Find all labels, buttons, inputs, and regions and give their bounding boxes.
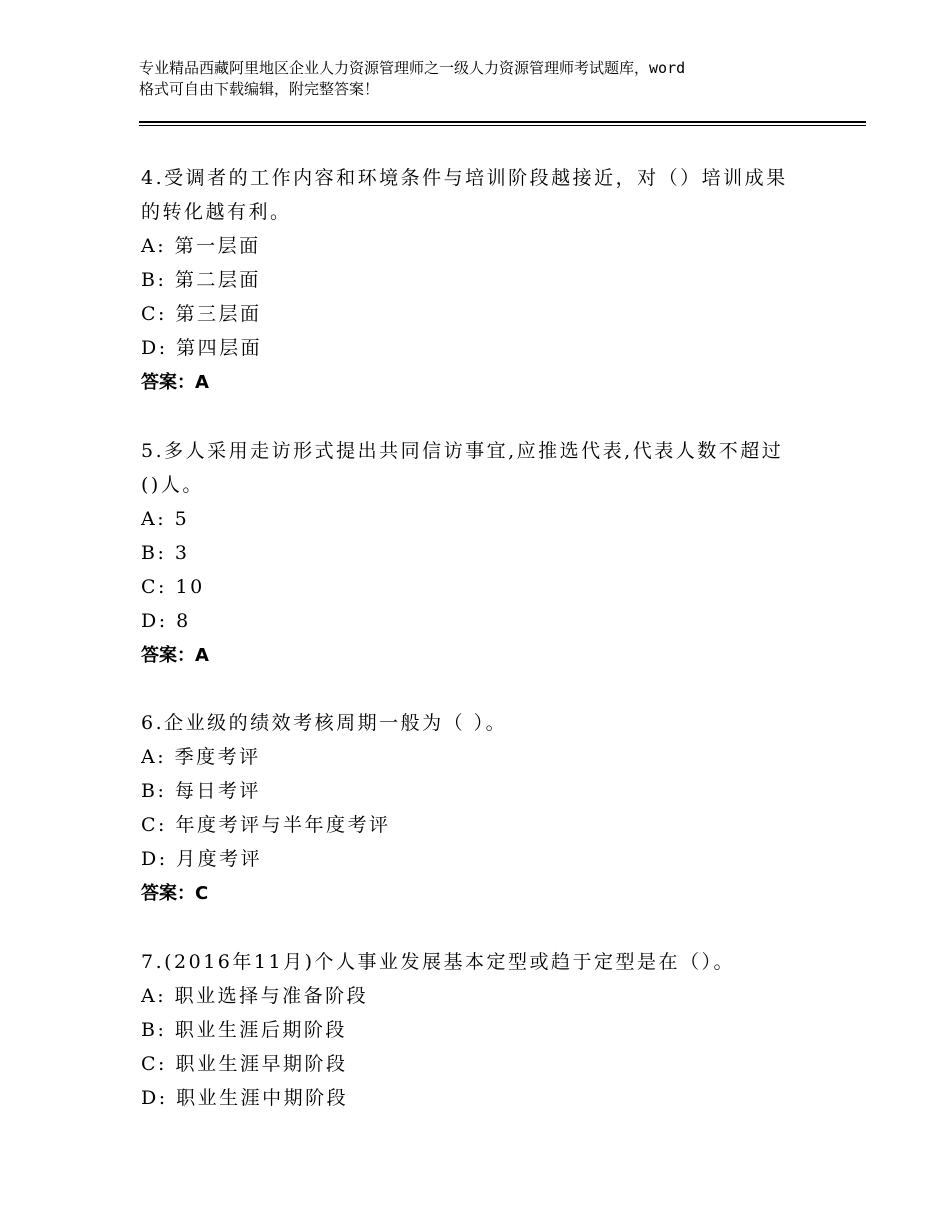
question-5-answer: 答案：A — [141, 645, 209, 666]
question-6-option-d: D: 月度考评 — [141, 848, 263, 870]
question-7-option-c: C: 职业生涯早期阶段 — [141, 1053, 348, 1075]
question-6-stem: 6.企业级的绩效考核周期一般为（ ）。 — [141, 712, 508, 734]
question-7-option-d: D: 职业生涯中期阶段 — [141, 1087, 349, 1109]
document-header — [139, 58, 829, 100]
question-7-stem: 7.(2016年11月)个人事业发展基本定型或趋于定型是在（）。 — [141, 951, 735, 973]
question-6-answer: 答案：C — [141, 883, 209, 904]
question-5-option-b: B: 3 — [141, 542, 190, 564]
header-divider-thin — [139, 125, 866, 126]
question-5-option-d: D: 8 — [141, 610, 191, 632]
question-4-answer: 答案：A — [141, 372, 209, 393]
question-6-option-c: C: 年度考评与半年度考评 — [141, 814, 391, 836]
question-5-stem-line-1: 5.多人采用走访形式提出共同信访事宜,应推选代表,代表人数不超过 — [141, 440, 784, 462]
question-6-option-a: A: 季度考评 — [141, 746, 261, 768]
header-line-1: 专业精品西藏阿里地区企业人力资源管理师之一级人力资源管理师考试题库，word — [139, 59, 686, 77]
question-7-option-b: B: 职业生涯后期阶段 — [141, 1019, 347, 1041]
header-line-2: 格式可自由下载编辑，附完整答案！ — [139, 80, 380, 98]
question-5-option-c: C: 10 — [141, 576, 205, 598]
question-7-option-a: A: 职业选择与准备阶段 — [141, 985, 369, 1007]
question-4-option-b: B: 第二层面 — [141, 269, 261, 291]
question-4-option-a: A: 第一层面 — [141, 235, 261, 257]
question-5-stem-line-2: ()人。 — [141, 474, 204, 496]
question-6-option-b: B: 每日考评 — [141, 780, 261, 802]
question-4-option-d: D: 第四层面 — [141, 337, 263, 359]
question-4-option-c: C: 第三层面 — [141, 303, 262, 325]
header-divider-thick — [139, 121, 866, 123]
question-4-stem-line-2: 的转化越有利。 — [141, 201, 292, 223]
question-5-option-a: A: 5 — [141, 508, 190, 530]
question-4-stem-line-1: 4.受调者的工作内容和环境条件与培训阶段越接近，对（）培训成果 — [141, 167, 788, 189]
